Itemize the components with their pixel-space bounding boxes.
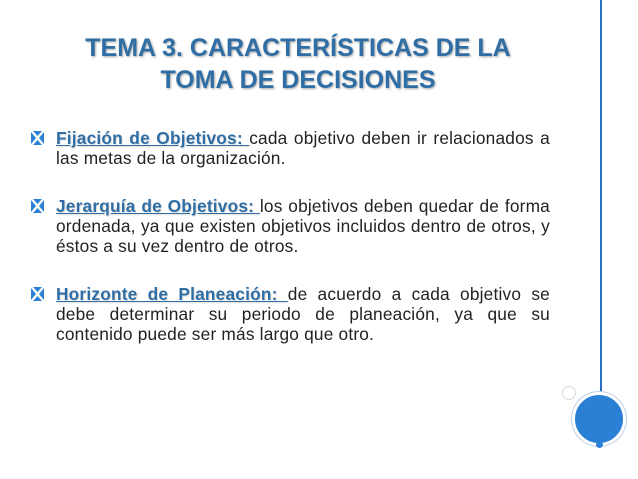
bullet-description: cada objetivo deben ir relacionados a las metas de la organización.: [56, 128, 550, 168]
bullet-item-jerarquia: [30, 196, 550, 256]
bullet-list: [30, 128, 550, 344]
bullet-item-fijacion: [30, 128, 550, 168]
bullet-term: Horizonte de Planeación:: [56, 284, 288, 304]
quad-arrow-bullet-icon: [30, 131, 46, 145]
bullet-term: Jerarquía de Objetivos:: [56, 196, 260, 216]
quad-arrow-bullet-icon: [30, 199, 46, 213]
quad-arrow-bullet-icon: [30, 287, 46, 301]
bullet-item-horizonte: [30, 284, 550, 344]
bullet-description: de acuerdo a cada objetivo se debe determinar su periodo de planeación, ya que su contenido puede ser más largo que otro.: [56, 284, 550, 344]
bullet-text: [56, 284, 550, 344]
decorative-small-circle: [562, 386, 576, 400]
bullet-description: los objetivos deben quedar de forma ordenada, ya que existen objetivos incluidos dentro de otros, y éstos a su vez dentro de otros.: [56, 196, 550, 256]
decorative-vertical-line: [600, 0, 602, 392]
bullet-text: [56, 128, 550, 168]
decorative-large-circle: [572, 392, 626, 446]
bullet-text: [56, 196, 550, 256]
decorative-dot: [596, 441, 603, 448]
bullet-term: Fijación de Objetivos:: [56, 128, 250, 148]
slide-title: TEMA 3. CARACTERÍSTICAS DE LA TOMA DE DECISIONES: [85, 34, 511, 94]
